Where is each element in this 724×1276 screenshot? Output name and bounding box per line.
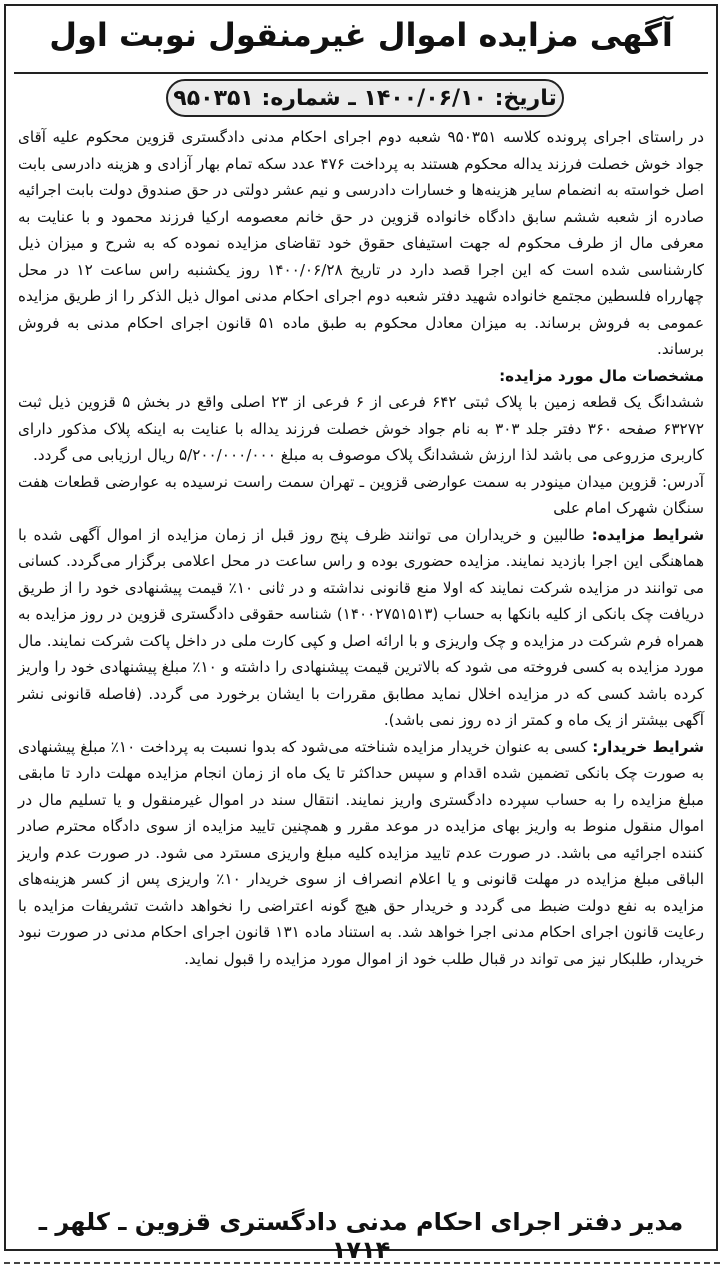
property-text: ششدانگ یک قطعه زمین با پلاک ثبتی ۶۴۲ فرعی از ۶ فرعی از ۲۳ اصلی واقع در بخش ۵ قزوین ذیل ثبت ۶۳۲۷۲ صفحه ۳۶۰ دفتر جلد ۳۰۳ به نام جواد خوش خصلت فرزند یداله با عنایت به اینکه پلاک مذکور دارای کاربری مزروعی می باشد لذا ارزش ششدانگ پلاک موصوف به مبلغ ۵/۲۰۰/۰۰۰/۰۰۰ ریال ارزیابی می گردد.	[18, 393, 705, 464]
address-paragraph: آدرس: قزوین میدان مینودر به سمت عوارضی قزوین ـ تهران سمت راست نرسیده به عوارضی قطعات هفت سنگان شهرک امام علی	[18, 472, 704, 517]
conditions-text: طالبین و خریداران می توانند ظرف پنج روز قبل از زمان مزایده از اموال آگهی شده با هماهنگی این اجرا بازدید نمایند. مزایده حضوری بوده و راس ساعت در محل اعلامی برگزار می‌گردد. کسانی می توانند در مزایده شرکت نمایند که اولا منع قانونی نداشته و در ثانی ۱۰٪ قیمت پیشنهادی خود را از طریق دریافت چک بانکی از کلیه بانکها به حساب (۱۴۰۰۲۷۵۱۵۱۳) شناسه حقوقی دادگستری قزوین در روز مزایده به همراه فرم شرکت در مزایده و چک واریزی و با ارائه اصل و کپی کارت ملی در داخل پاکت شرکت نمایند. مال مورد مزایده به کسی فروخته می شود که بالاترین قیمت پیشنهادی را داشته و ۱۰٪ مبلغ پیشنهادی خود را واریز کرده باشد کسی که در مزایده اخلال نماید مطابق مقررات با ایشان برخورد می گردد. (فاصله قانونی نشر آگهی بیشتر از یک ماه و کمتر از ده روز نمی باشد).	[18, 525, 704, 729]
intro-paragraph: در راستای اجرای پرونده کلاسه ۹۵۰۳۵۱ شعبه دوم اجرای احکام مدنی دادگستری قزوین محکوم علیه آقای جواد خوش خصلت فرزند یداله محکوم هستند به پرداخت ۴۷۶ عدد سکه تمام بهار آزادی و هزینه دادرسی بابت اصل خواسته به انضمام سایر هزینه‌ها و خسارات دادرسی و نیم عشر دولتی در حق صندوق دولت بابت اجرائیه صادره از شعبه ششم سابق دادگاه خانواده قزوین در حق خانم معصومه ارکیا فرزند محمود و با عنایت به معرفی مال از طرف محکوم له جهت استیفای حقوق خود تقاضای مزایده نموده که به شرح و میزان ذیل کارشناسی شده است که این اجرا قصد دارد در تاریخ ۱۴۰۰/۰۶/۲۸ روز یکشنبه راس ساعت ۱۲ در محل چهارراه فلسطین مجتمع خانواده شهید دفتر شعبه دوم اجرای احکام مدنی اموال ذیل الذکر را از طریق مزایده عمومی به فروش برساند. به میزان معادل محکوم به طبق ماده ۵۱ قانون اجرای احکام مدنی به فروش برساند.	[18, 128, 705, 358]
notice-body	[18, 124, 704, 972]
date-number-line: تاریخ: ۱۴۰۰/۰۶/۱۰ ـ شماره: ۹۵۰۳۵۱	[166, 79, 564, 117]
buyer-section	[18, 734, 704, 973]
notice-frame	[4, 4, 718, 1264]
property-heading: مشخصات مال مورد مزایده:	[499, 366, 704, 385]
property-section	[18, 363, 704, 469]
conditions-section	[18, 522, 704, 734]
buyer-text: کسی به عنوان خریدار مزایده شناخته می‌شود که بدوا نسبت به پرداخت ۱۰٪ مبلغ پیشنهادی به صورت چک بانکی تضمین شده اقدام و سپس حداکثر تا یک ماه از زمان انجام مزایده مهلت دارد تا مابقی مبلغ مزایده را به حساب سپرده دادگستری واریز نمایند. انتقال سند در اموال غیرمنقول و یا تسلیم مال در اموال منقول منوط به واریز بهای مزایده در موعد مقرر و همچنین تایید مزایده از سوی دادگاه محترم صادر کننده اجرائیه می باشد. در صورت عدم تایید مزایده کلیه مبلغ واریزی مسترد می شود. در صورت عدم واریز الباقی مبلغ مزایده در مهلت قانونی و یا اعلام انصراف از سوی خریدار ۱۰٪ واریزی پس از کسر هزینه‌های مزایده به نفع دولت ضبط می گردد و خریدار حق هیچ گونه اعتراضی را نخواهد داشت تشریفات مزایده با رعایت قانون اجرای احکام مدنی اجرا خواهد شد. به استناد ماده ۱۳۱ قانون اجرای احکام مدنی در صورت نبود خریدار، طلبکار نیز می تواند در قبال طلب خود از اموال مورد مزایده را قبول نماید.	[18, 737, 704, 968]
buyer-heading: شرایط خریدار:	[592, 737, 705, 756]
signature-line: مدیر دفتر اجرای احکام مدنی دادگستری قزوین ـ کلهر ـ ۱۷۱۴	[38, 1208, 684, 1264]
notice-title: آگهی مزایده اموال غیرمنقول نوبت اول	[49, 16, 673, 54]
title-divider	[14, 72, 708, 74]
cut-line	[4, 1262, 720, 1264]
conditions-heading: شرایط مزایده:	[591, 525, 705, 544]
